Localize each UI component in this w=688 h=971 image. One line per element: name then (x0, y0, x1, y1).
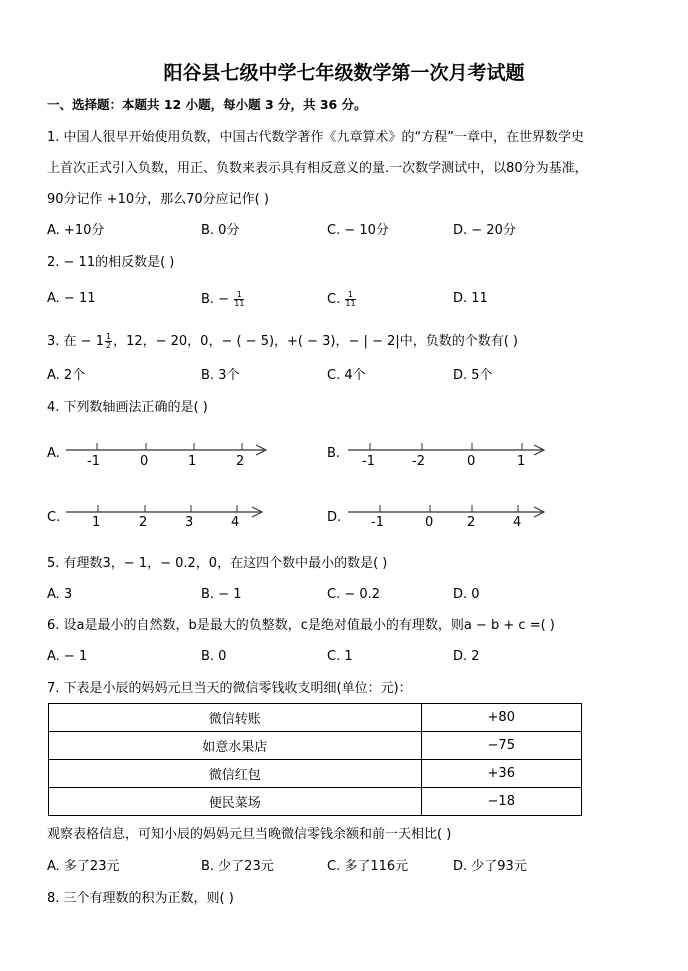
q3-stem (47, 333, 518, 350)
tick-label: 1 (92, 515, 101, 530)
q1-line-3: 90分记作 +10分，那么70分应记作( ) (47, 192, 269, 207)
q2-stem: 2. − 11的相反数是( ) (47, 255, 175, 270)
table-cell: +80 (421, 704, 581, 732)
q6-option-c[interactable]: C. 1 (327, 649, 353, 664)
q4-option-a[interactable]: A. (47, 446, 60, 461)
q5-option-b[interactable]: B. − 1 (201, 587, 242, 602)
q3-option-a[interactable]: A. 2个 (47, 368, 86, 383)
q4-option-c[interactable]: C. (47, 510, 61, 525)
q5-stem: 5. 有理数3，− 1，− 0.2，0，在这四个数中最小的数是( ) (47, 556, 388, 571)
q2-option-c[interactable] (327, 291, 357, 308)
tick-label: 1 (188, 454, 197, 469)
page-title: 阳谷县七级中学七年级数学第一次月考试题 (163, 62, 525, 84)
q2-option-a[interactable]: A. − 11 (47, 291, 96, 306)
number-line-b (346, 434, 548, 474)
table-cell: 如意水果店 (49, 732, 422, 760)
q7-option-c[interactable]: C. 多了116元 (327, 859, 409, 874)
table-row (49, 760, 582, 788)
q7-option-a[interactable]: A. 多了23元 (47, 859, 120, 874)
q4-option-b[interactable]: B. (327, 446, 341, 461)
q3-stem-b: ，12，− 20，0，− ( − 5)，+( − 3)，− | − 2|中，负数的个数有( ) (113, 334, 518, 349)
q7-option-d[interactable]: D. 少了93元 (453, 859, 527, 874)
tick-label: 0 (425, 515, 434, 530)
tick-label: 1 (517, 454, 526, 469)
tick-label: 2 (139, 515, 148, 530)
number-line-a (64, 434, 270, 474)
table-row (49, 704, 582, 732)
tick-label: 3 (185, 515, 194, 530)
table-row (49, 788, 582, 816)
q6-stem: 6. 设a是最小的自然数，b是最大的负整数，c是绝对值最小的有理数，则a − b + c =( ) (47, 618, 555, 633)
table-cell: −18 (421, 788, 581, 816)
tick-label: -1 (371, 515, 384, 530)
q4-option-d[interactable]: D. (327, 510, 342, 525)
q1-line-2: 上首次正式引入负数，用正、负数来表示具有相反意义的量.一次数学测试中，以80分为基准， (47, 161, 588, 176)
tick-label: 0 (140, 454, 149, 469)
q3-option-d[interactable]: D. 5个 (453, 368, 493, 383)
wallet-table (48, 703, 582, 816)
tick-label: 4 (231, 515, 240, 530)
q6-option-b[interactable]: B. 0 (201, 649, 227, 664)
tick-label: -1 (87, 454, 100, 469)
q2-option-d[interactable]: D. 11 (453, 291, 488, 306)
table-cell: 微信转账 (49, 704, 422, 732)
fraction: $\frac{1}{11}$ (234, 290, 245, 308)
q8-stem: 8. 三个有理数的积为正数，则( ) (47, 891, 234, 906)
tick-label: -1 (362, 454, 375, 469)
q1-option-a[interactable]: A. +10分 (47, 223, 105, 238)
table-cell: −75 (421, 732, 581, 760)
fraction: $\frac{1}{2}$ (105, 332, 112, 350)
q2-option-c-label: C. (327, 292, 341, 307)
q2-option-b-label: B. − (201, 292, 230, 307)
q1-option-c[interactable]: C. − 10分 (327, 223, 389, 238)
number-line-c (64, 497, 270, 537)
table-cell: 微信红包 (49, 760, 422, 788)
q3-option-b[interactable]: B. 3个 (201, 368, 240, 383)
q1-option-b[interactable]: B. 0分 (201, 223, 240, 238)
q3-stem-a: 3. 在 − 1 (47, 334, 104, 349)
q1-option-d[interactable]: D. − 20分 (453, 223, 516, 238)
q6-option-d[interactable]: D. 2 (453, 649, 480, 664)
q7-option-b[interactable]: B. 少了23元 (201, 859, 274, 874)
q7-stem: 7. 下表是小辰的妈妈元旦当天的微信零钱收支明细(单位：元)： (47, 681, 412, 696)
q2-option-b[interactable] (201, 291, 245, 308)
table-cell: +36 (421, 760, 581, 788)
q5-option-c[interactable]: C. − 0.2 (327, 587, 381, 602)
number-line-d (346, 497, 548, 537)
q4-stem: 4. 下列数轴画法正确的是( ) (47, 400, 208, 415)
section-heading: 一、选择题：本题共 12 小题，每小题 3 分，共 36 分。 (47, 97, 367, 112)
q7-after: 观察表格信息，可知小辰的妈妈元旦当晚微信零钱余额和前一天相比( ) (47, 827, 452, 842)
tick-label: 2 (467, 515, 476, 530)
tick-label: -2 (412, 454, 425, 469)
q3-option-c[interactable]: C. 4个 (327, 368, 366, 383)
fraction: $\frac{1}{11}$ (345, 290, 356, 308)
q5-option-d[interactable]: D. 0 (453, 587, 480, 602)
table-cell: 便民菜场 (49, 788, 422, 816)
tick-label: 4 (513, 515, 522, 530)
q1-line-1: 1. 中国人很早开始使用负数，中国古代数学著作《九章算术》的“方程”一章中，在世界数学史 (47, 130, 585, 145)
tick-label: 2 (236, 454, 245, 469)
q5-option-a[interactable]: A. 3 (47, 587, 73, 602)
table-row (49, 732, 582, 760)
tick-label: 0 (467, 454, 476, 469)
q6-option-a[interactable]: A. − 1 (47, 649, 88, 664)
